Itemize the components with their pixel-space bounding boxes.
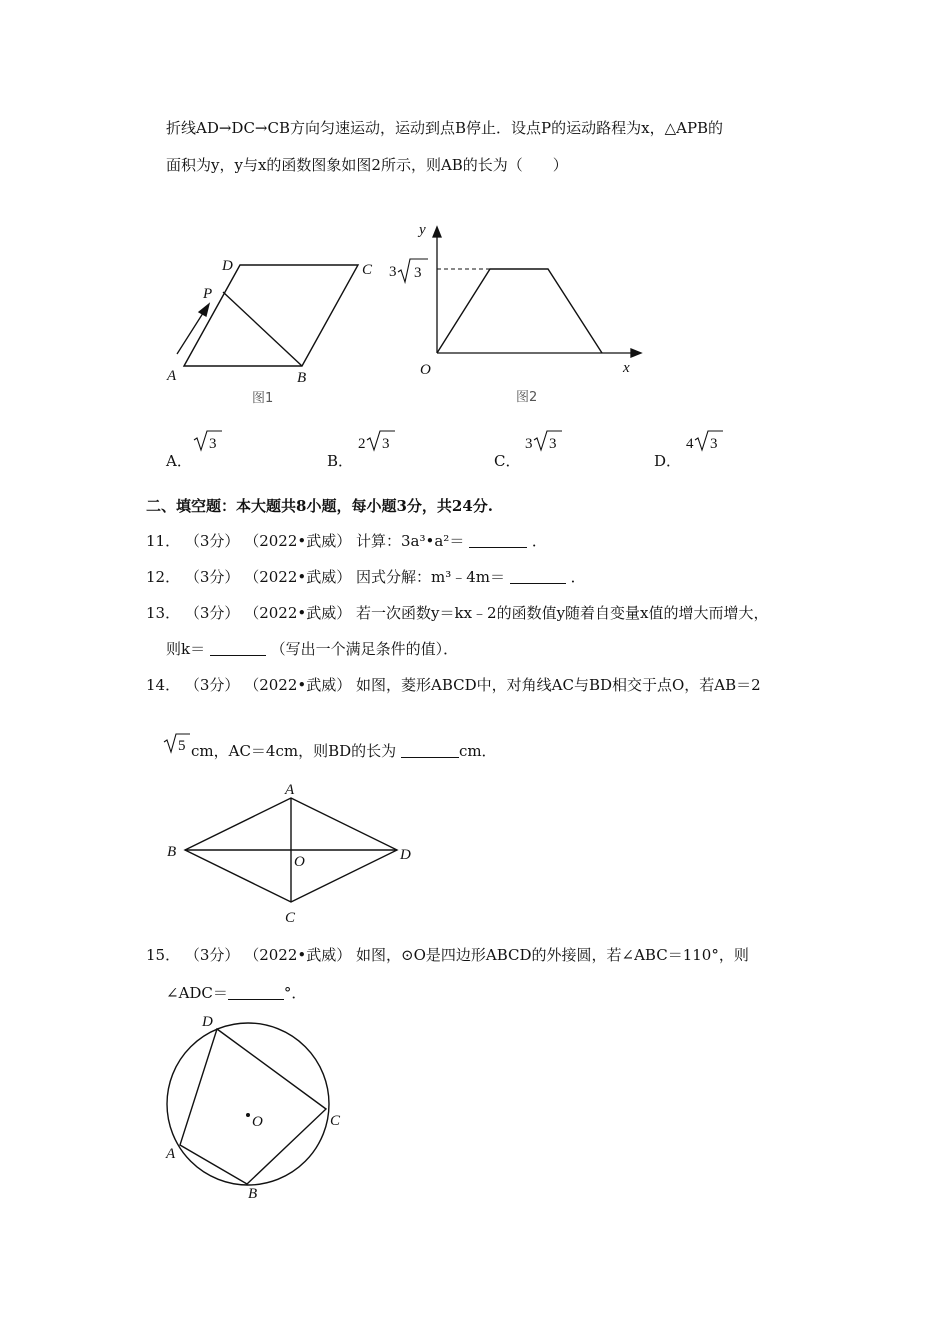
q13-score: （3分） (184, 604, 240, 622)
q13-line2-prefix: 则k＝ (166, 640, 206, 658)
q14-number: 14． (146, 676, 181, 694)
circle-label-o: O (252, 1114, 263, 1130)
q12-end: ． (570, 568, 586, 586)
q13-number: 13． (146, 604, 181, 622)
fig2-caption: 图2 (516, 390, 538, 405)
q15-number: 15． (146, 946, 181, 964)
fig1-label-p: P (203, 286, 213, 302)
rhombus-label-d: D (400, 847, 411, 863)
fig2-axis-x: x (623, 360, 630, 376)
option-c-radicand: 3 (549, 436, 557, 452)
option-b-coef: 2 (358, 436, 366, 452)
q14-radicand: 5 (178, 738, 186, 754)
rhombus-label-o: O (294, 854, 305, 870)
q11-source: （2022•武威） (244, 532, 352, 550)
q15-line2-suffix: °． (283, 984, 307, 1002)
peak-coef: 3 (389, 264, 397, 280)
fig1-label-b: B (297, 370, 307, 386)
option-b-letter: B． (327, 452, 354, 470)
option-a-radicand: 3 (209, 436, 217, 452)
fig2-origin: O (420, 362, 431, 378)
fig1-caption: 图1 (252, 391, 274, 406)
q14-line2-suffix: cm． (458, 742, 497, 760)
option-a-letter: A． (166, 452, 192, 470)
q15-score: （3分） (184, 946, 240, 964)
rhombus-label-c: C (285, 910, 296, 926)
option-c-letter: C． (494, 452, 521, 470)
q14-text: 如图，菱形ABCD中，对角线AC与BD相交于点O，若AB＝2 (356, 676, 761, 694)
q12-source: （2022•武威） (244, 568, 352, 586)
q11-score: （3分） (184, 532, 240, 550)
quadrilateral-abcd (180, 1029, 326, 1184)
fig2-axis-y: y (419, 222, 426, 238)
q13-text: 若一次函数y＝kx﹣2的函数值y随着自变量x值的增大而增大， (356, 604, 769, 622)
q11-end: ． (531, 532, 547, 550)
circumscribed-circle (167, 1023, 329, 1185)
option-d-letter: D． (654, 452, 682, 470)
q15-source: （2022•武威） (244, 946, 352, 964)
option-d-coef: 4 (686, 436, 694, 452)
q14-score: （3分） (184, 676, 240, 694)
rhombus-label-a: A (285, 782, 295, 798)
fig1-label-c: C (362, 262, 373, 278)
q15-line2-prefix: ∠ADC＝ (166, 984, 228, 1002)
peak-radicand: 3 (414, 265, 422, 281)
fig1-label-a: A (167, 368, 177, 384)
q13-line2-suffix: （写出一个满足条件的值）． (270, 640, 459, 658)
q14-source: （2022•武威） (244, 676, 352, 694)
q12-text: 因式分解：m³﹣4m＝ (356, 568, 506, 586)
circle-label-d: D (202, 1014, 213, 1030)
option-b-radicand: 3 (382, 436, 390, 452)
circle-label-a: A (166, 1146, 176, 1162)
q10-text-line2: 面积为y，y与x的函数图象如图2所示，则AB的长为（ ） (166, 156, 568, 174)
q12-number: 12． (146, 568, 181, 586)
q13-source: （2022•武威） (244, 604, 352, 622)
circle-label-c: C (330, 1113, 341, 1129)
center-point (246, 1113, 250, 1117)
q14-line2-prefix: cm，AC＝4cm，则BD的长为 (191, 742, 397, 760)
q11-number: 11． (146, 532, 181, 550)
option-d-radicand: 3 (710, 436, 718, 452)
option-c-coef: 3 (525, 436, 533, 452)
q10-text-line1: 折线AD→DC→CB方向匀速运动，运动到点B停止．设点P的运动路程为x，△APB的 (166, 119, 724, 137)
circle-label-b: B (248, 1186, 258, 1202)
rhombus-label-b: B (167, 844, 177, 860)
q11-text: 计算：3a³•a²＝ (356, 532, 465, 550)
section-2-heading: 二、填空题：本大题共8小题，每小题3分，共24分. (146, 497, 493, 515)
q12-score: （3分） (184, 568, 240, 586)
fig1-label-d: D (222, 258, 233, 274)
q15-text: 如图，⊙O是四边形ABCD的外接圆，若∠ABC＝110°，则 (356, 946, 749, 964)
